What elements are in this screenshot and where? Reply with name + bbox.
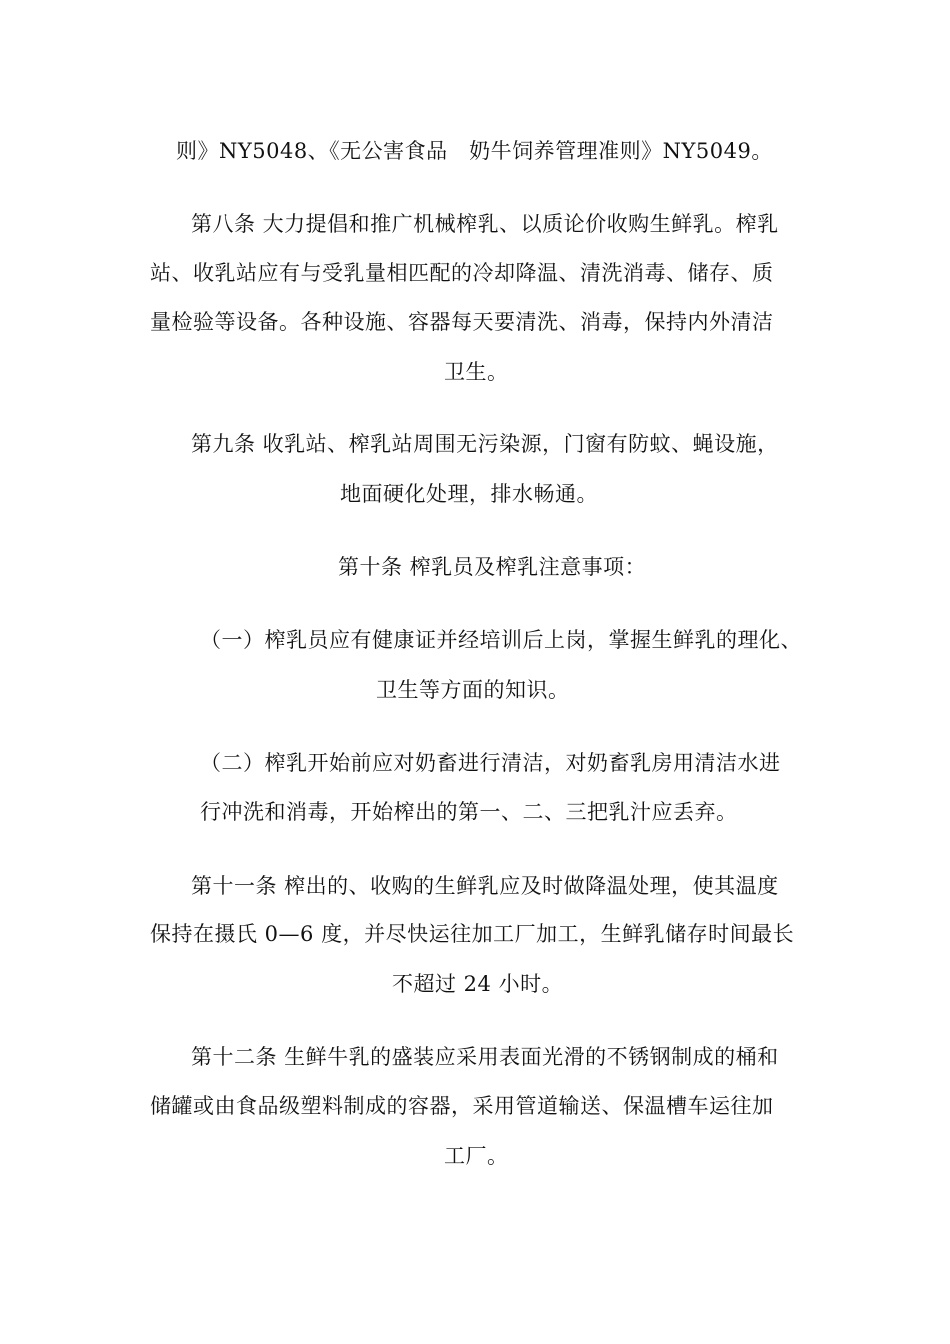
text-line-article-11-3: 不超过 24 小时。 — [392, 972, 564, 996]
text-line-article-9-2: 地面硬化处理，排水畅通。 — [340, 482, 598, 506]
text-line-item-1-1: （一）榨乳员应有健康证并经培训后上岗，掌握生鲜乳的理化、 — [200, 628, 802, 652]
text-line-article-12-3: 工厂。 — [444, 1144, 509, 1168]
text-line-article-11-1: 第十一条 榨出的、收购的生鲜乳应及时做降温处理，使其温度 — [191, 874, 779, 898]
text-line-article-12-1: 第十二条 生鲜牛乳的盛装应采用表面光滑的不锈钢制成的桶和 — [191, 1045, 779, 1069]
text-line-item-1-2: 卫生等方面的知识。 — [376, 678, 570, 702]
text-line-article-10: 第十条 榨乳员及榨乳注意事项： — [338, 555, 647, 579]
text-line-article-8-1: 第八条 大力提倡和推广机械榨乳、以质论价收购生鲜乳。榨乳 — [191, 212, 779, 236]
text-line-article-9-1: 第九条 收乳站、榨乳站周围无污染源，门窗有防蚊、蝇设施， — [191, 432, 779, 456]
text-line-article-8-3: 量检验等设备。各种设施、容器每天要清洗、消毒，保持内外清洁 — [150, 310, 774, 334]
text-line-article-8-2: 站、收乳站应有与受乳量相匹配的冷却降温、清洗消毒、储存、质 — [150, 261, 774, 285]
text-line-article-8-4: 卫生。 — [444, 360, 509, 384]
text-line-article-11-2: 保持在摄氏 0—6 度，并尽快运往加工厂加工，生鲜乳储存时间最长 — [150, 922, 795, 946]
text-line-article-12-2: 储罐或由食品级塑料制成的容器，采用管道输送、保温槽车运往加 — [150, 1094, 774, 1118]
text-line-item-2-1: （二）榨乳开始前应对奶畜进行清洁，对奶畜乳房用清洁水进 — [200, 751, 781, 775]
text-line-continuation-ny5048: 则》NY5048、《无公害食品 奶牛饲养管理准则》NY5049。 — [176, 139, 773, 163]
text-line-item-2-2: 行冲洗和消毒，开始榨出的第一、二、三把乳汁应丢弃。 — [200, 800, 738, 824]
